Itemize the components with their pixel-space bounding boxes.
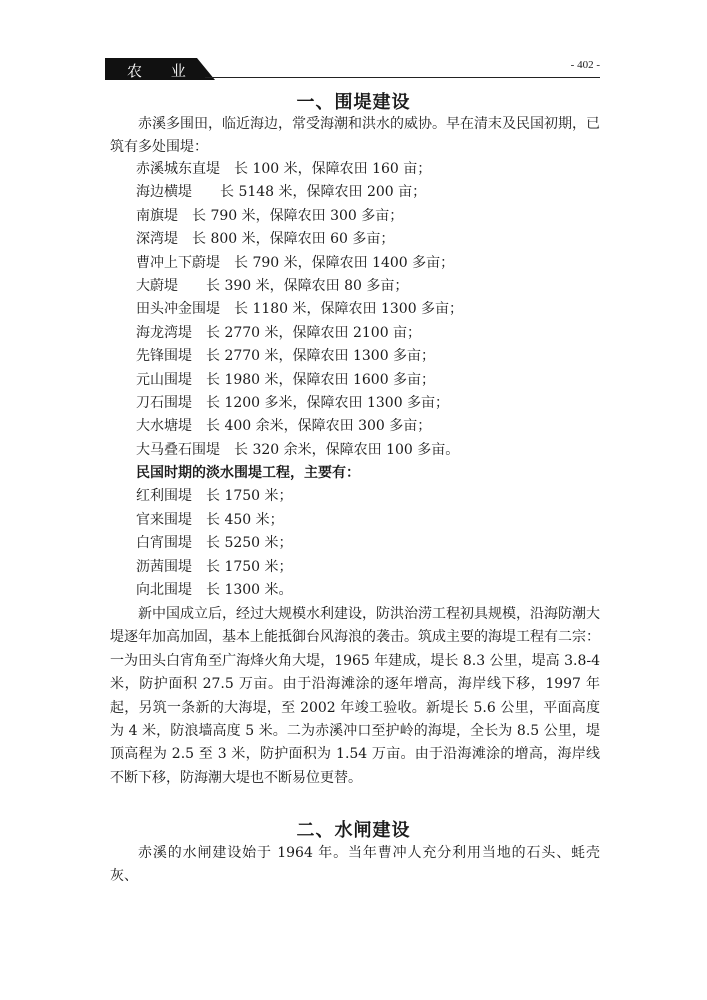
list-item: 南旗堤 长 790 米，保障农田 300 多亩； (136, 207, 404, 224)
list-item: 先锋围堤 长 2770 米，保障农田 1300 多亩； (136, 348, 436, 365)
list-item: 大马叠石围堤 长 320 余米，保障农田 100 多亩。 (136, 441, 460, 458)
section-label: 农 业 (127, 62, 198, 80)
prc-paragraph: 新中国成立后，经过大规模水利建设，防洪治涝工程初具规模，沿海防潮大堤逐年加高加固，基本上能抵御台风海浪的袭击。筑成主要的海堤工程有二宗：一为田头白宵角至广海烽火角大堤，1965 年建成，堤长 8.3 公里，堤高 3.8-4 米，防护面积 27.5 万亩。由于沿海滩涂的逐年增高，海岸线下移，1997 年起，另筑一条新的大海堤，至 2002 年竣工验收。新堤长 5.6 公里，平面高度为 4 米，防浪墙高度 5 米。二为赤溪冲口至护岭的海堤，全长为 8.5 公里，堤顶高程为 2.5 至 3 米，防护面积为 1.54 万亩。由于沿海滩涂的增高，海岸线不断下移，防海潮大堤也不断易位更替。 (110, 606, 600, 786)
list-item: 白宵围堤 长 5250 米； (136, 535, 293, 552)
list-item: 海边横堤 长 5148 米，保障农田 200 亩； (136, 184, 427, 201)
list-item: 赤溪城东直堤 长 100 米，保障农田 160 亩； (136, 161, 432, 177)
section1-intro: 赤溪多围田，临近海边，常受海潮和洪水的威协。早在清末及民国初期，已筑有多处围堤： (110, 116, 600, 156)
list-item: 向北围堤 长 1300 米。 (136, 582, 293, 599)
list-item: 曹冲上下蔚堤 长 790 米，保障农田 1400 多亩； (136, 254, 455, 271)
list-item: 元山围堤 长 1980 米，保障农田 1600 多亩； (136, 371, 436, 388)
qing-dikes-list (110, 158, 600, 602)
list-item: 田头冲金围堤 长 1180 米，保障农田 1300 多亩； (136, 301, 464, 318)
list-item: 官来围堤 长 450 米； (136, 511, 284, 528)
page-number: - 402 - (570, 59, 600, 71)
list-item: 大水塘堤 长 400 余米，保障农田 300 多亩； (136, 418, 432, 435)
section2-title: 二、水闸建设 (296, 820, 411, 841)
list-item: 深湾堤 长 800 米，保障农田 60 多亩； (136, 231, 395, 248)
section2-paragraph: 赤溪的水闸建设始于 1964 年。当年曹冲人充分利用当地的石头、蚝壳灰、 (110, 845, 600, 885)
list-item: 大蔚堤 长 390 米，保障农田 80 多亩； (136, 277, 409, 294)
page-header (105, 58, 600, 80)
header-rule (205, 77, 600, 78)
republic-heading: 民国时期的淡水围堤工程，主要有： (136, 465, 360, 482)
list-item: 红利围堤 长 1750 米； (136, 488, 293, 505)
list-item: 刀石围堤 长 1200 多米，保障农田 1300 多亩； (136, 394, 450, 411)
list-item: 海龙湾堤 长 2770 米，保障农田 2100 亩； (136, 324, 422, 341)
section1-title: 一、围堤建设 (296, 92, 411, 113)
list-item: 沥茜围堤 长 1750 米； (136, 558, 293, 575)
